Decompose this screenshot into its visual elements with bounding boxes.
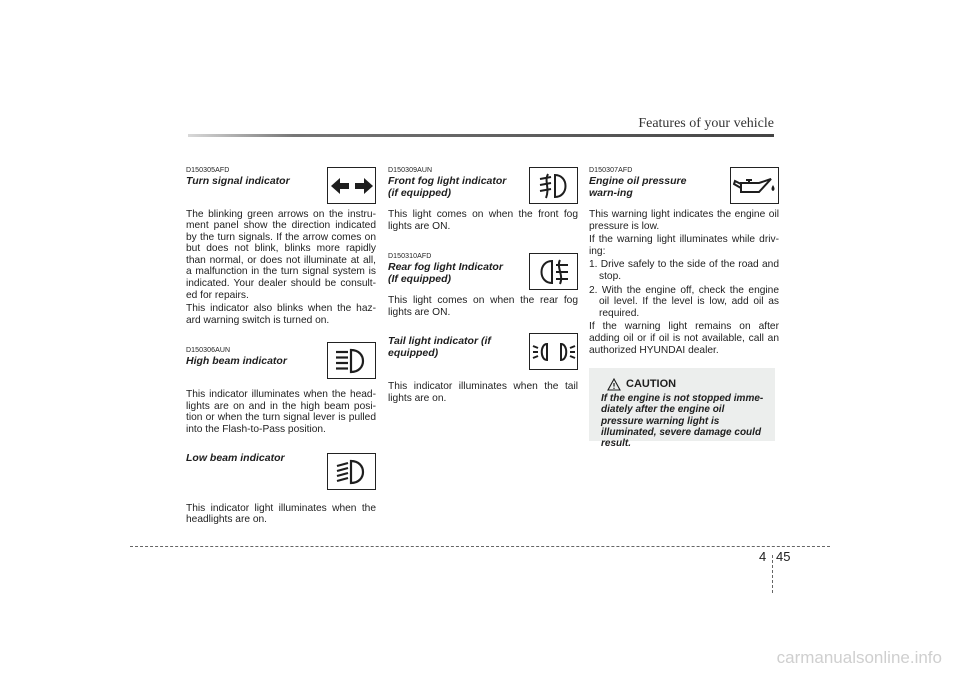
warning-triangle-icon (607, 378, 621, 391)
caution-title: CAUTION (626, 377, 677, 390)
rear-fog-section (388, 252, 578, 318)
high-beam-icon (327, 342, 376, 379)
section-heading: Engine oil pressure warn-ing (589, 175, 687, 199)
section-heading: High beam indicator (186, 355, 287, 368)
paragraph: This indicator light illuminates when the headlights are on. (186, 502, 376, 526)
paragraph: This warning light indicates the engine oil pressure is low. (589, 209, 779, 232)
paragraph: If the warning light remains on after adding oil or if oil is not available, call an authorized HYUNDAI dealer. (589, 321, 779, 356)
section-heading: Rear fog light Indicator (If equipped) (388, 261, 503, 285)
list-item: 1. Drive safely to the side of the road and stop. (589, 259, 779, 282)
section-heading: Tail light indicator (if equipped) (388, 335, 491, 359)
section-heading: Low beam indicator (186, 452, 285, 465)
tail-light-icon (529, 333, 578, 370)
steps-list (589, 259, 779, 319)
watermark: carmanualsonline.info (776, 648, 942, 667)
column-1 (186, 166, 376, 526)
section-heading: Front fog light indicator (if equipped) (388, 175, 507, 199)
column-3 (589, 166, 779, 449)
section-heading: Turn signal indicator (186, 175, 290, 187)
caution-text: If the engine is not stopped imme-diately after the engine oil pressure warning light is illuminated, severe damage could result. (601, 393, 764, 449)
list-item: 2. With the engine off, check the engine oil level. If the level is low, add oil as required. (589, 284, 779, 319)
header-rule (188, 134, 774, 137)
front-fog-icon (529, 167, 578, 204)
paragraph: This light comes on when the rear fog lights are ON. (388, 295, 578, 318)
paragraph: This indicator also blinks when the haz-ard warning switch is turned on. (186, 303, 376, 326)
footer-vertical-rule (772, 555, 773, 593)
front-fog-section (388, 166, 578, 232)
page-number: 45 (776, 549, 791, 564)
paragraph: If the warning light illuminates while driv-ing: (589, 234, 779, 257)
paragraph: This indicator illuminates when the tail lights are on. (388, 381, 578, 404)
paragraph: This light comes on when the front fog lights are ON. (388, 209, 578, 232)
rear-fog-icon (529, 253, 578, 290)
chapter-number: 4 (759, 549, 767, 564)
caution-box (589, 368, 775, 449)
section-code: D150305AFD (186, 167, 230, 174)
paragraph: The blinking green arrows on the instru-ment panel show the direction indicated by the turn signals. If the arrow comes on but does not blink, blinks more rapidly than normal, or does not illuminate at all, a malfunction in the turn signal system is indicated. Your dealer should be consult-ed for repairs. (186, 208, 376, 301)
turn-signal-arrows-icon (327, 167, 376, 204)
tail-light-section (388, 336, 578, 404)
column-2 (388, 166, 578, 405)
low-beam-icon (327, 453, 376, 490)
footer-rule (130, 546, 830, 547)
section-code: D150310AFD (388, 253, 432, 261)
section-code: D150306AUN (186, 347, 231, 355)
section-code: D150309AUN (388, 167, 433, 174)
header-title: Features of your vehicle (638, 116, 774, 131)
high-beam-section (186, 346, 376, 435)
paragraph: This indicator illuminates when the head-lights are on and in the high beam posi-tion or when the turn signal lever is pulled into the Flash-to-Pass position. (186, 388, 376, 435)
low-beam-section (186, 453, 376, 526)
turn-signal-section (186, 166, 376, 326)
oil-pressure-section (589, 166, 779, 356)
oil-can-icon (730, 167, 779, 204)
section-code: D150307AFD (589, 167, 633, 174)
caution-title-row (607, 378, 765, 391)
